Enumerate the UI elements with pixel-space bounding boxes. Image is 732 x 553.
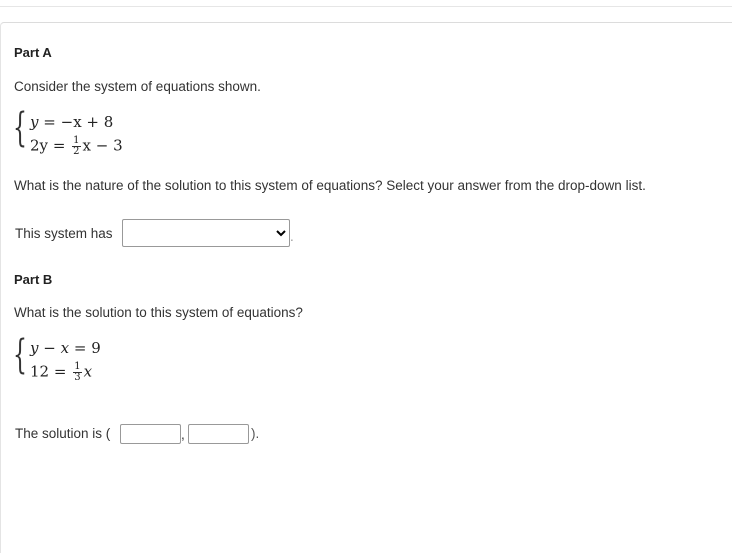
solution-nature-dropdown[interactable]	[122, 219, 290, 247]
part-b-prompt: What is the solution to this system of equations?	[14, 305, 303, 320]
part-b-heading: Part B	[14, 272, 53, 287]
part-a-question: What is the nature of the solution to this system of equations? Select your answer from the drop-down list.	[14, 178, 646, 193]
part-a-equation-1: y = −x + 8	[30, 113, 114, 131]
solution-x-input[interactable]	[120, 424, 181, 444]
part-a-period: .	[290, 229, 294, 244]
solution-y-input[interactable]	[188, 424, 249, 444]
part-b-answer-label: The solution is (	[15, 426, 111, 441]
part-b-equation-1: y − x = 9	[30, 339, 101, 357]
coordinate-close: ).	[251, 426, 260, 441]
part-a-answer-label: This system has	[15, 226, 113, 241]
fraction-one-half: $\frac{1}{2}$	[73, 135, 80, 157]
part-b-equation-2: 12 = $\frac{1}{3}$ x	[30, 361, 93, 383]
part-a-heading: Part A	[14, 45, 52, 60]
top-strip	[0, 0, 732, 7]
question-panel	[0, 22, 732, 553]
part-a-prompt: Consider the system of equations shown.	[14, 79, 261, 94]
coordinate-comma: ,	[181, 427, 185, 442]
part-a-equation-2: 2y = $\frac{1}{2}$ x − 3	[30, 135, 123, 157]
fraction-one-third: $\frac{1}{3}$	[74, 361, 81, 383]
